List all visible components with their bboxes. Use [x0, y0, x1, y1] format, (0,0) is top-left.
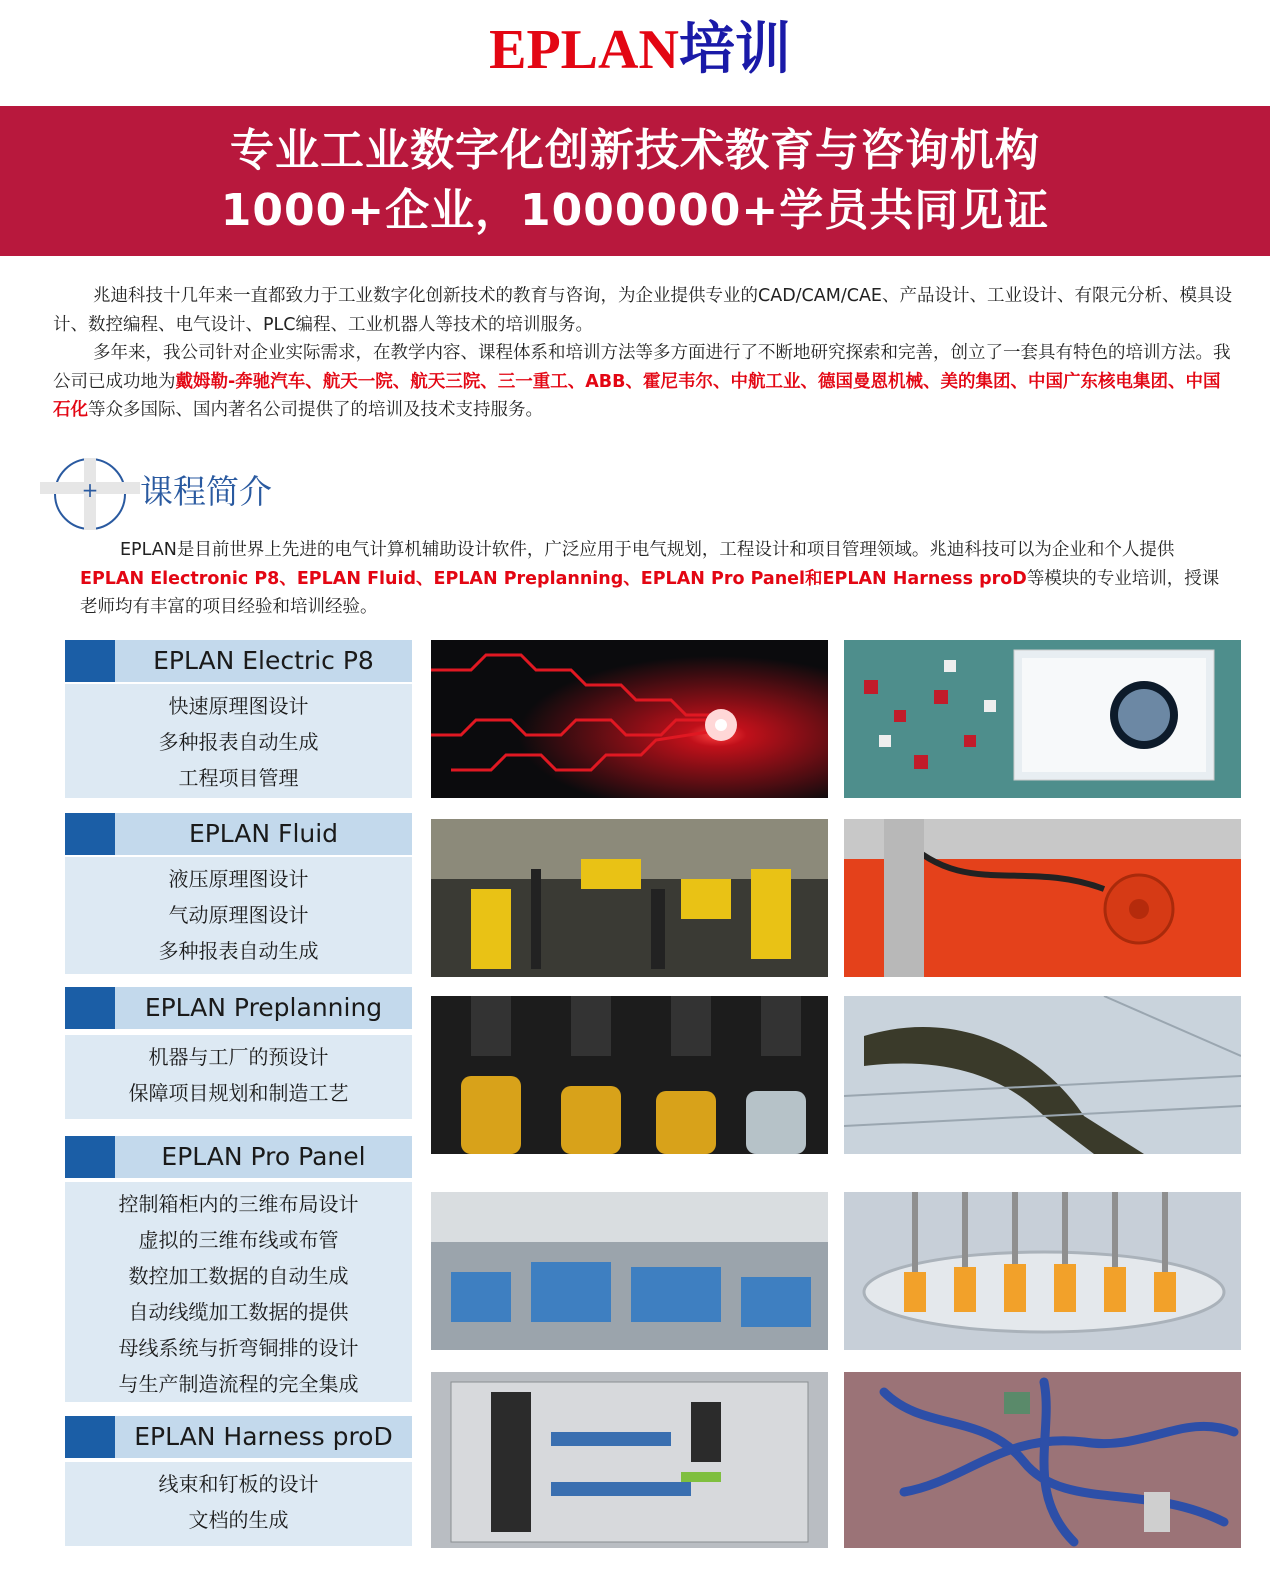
module-body-pro-panel	[65, 1182, 412, 1402]
module-header-harness-prod	[65, 1416, 412, 1458]
module-body-preplanning	[65, 1035, 412, 1119]
section-header	[38, 458, 338, 538]
module-feature: 母线系统与折弯铜排的设计	[118, 1336, 359, 1360]
module-feature: 控制箱柜内的三维布局设计	[118, 1192, 359, 1216]
module-feature: 虚拟的三维布线或布管	[138, 1228, 339, 1252]
description-paragraph	[80, 536, 1230, 622]
banner	[0, 106, 1270, 256]
module-name: EPLAN Pro Panel	[161, 1142, 366, 1171]
plus-icon: +	[81, 478, 99, 502]
industrial-robots-photo	[431, 819, 828, 977]
hydraulic-machine-photo	[844, 819, 1241, 977]
module-tab-marker	[65, 813, 115, 855]
intro-p2-before: 多年来，我公司针对企业实际需求，在教学内容、课程体系和培训方法等多方面进行了不断地研究探索和完善，创立了一套具有特色的培训方法。我公司已成功地为	[53, 343, 1231, 392]
module-header-preplanning	[65, 987, 412, 1029]
module-feature: 保障项目规划和制造工艺	[128, 1081, 349, 1105]
section-title: 课程简介	[140, 472, 272, 511]
module-tab-marker	[65, 987, 115, 1029]
module-feature: 快速原理图设计	[168, 694, 309, 718]
module-name: EPLAN Harness proD	[134, 1422, 393, 1451]
intro-p2-highlight: 戴姆勒-奔驰汽车、航天一院、航天三院、三一重工、ABB、霍尼韦尔、中航工业、德国曼恩机械、美的集团、中国广东核电集团、中国石化	[53, 371, 1221, 420]
module-body-electric-p8	[65, 684, 412, 798]
intro-text	[53, 282, 1233, 425]
description-after: 等模块的专业培训，授课老师均有丰富的项目经验和培训经验。	[80, 568, 1220, 617]
description-before: EPLAN是目前世界上先进的电气计算机辅助设计软件，广泛应用于电气规划，工程设计和项目管理领域。兆迪科技可以为企业和个人提供	[120, 540, 1175, 560]
module-header-fluid	[65, 813, 412, 855]
module-feature: 线束和钉板的设计	[158, 1472, 319, 1496]
module-name: EPLAN Fluid	[188, 819, 339, 848]
module-tab-marker	[65, 640, 115, 682]
intro-p2-after: 等众多国际、国内著名公司提供了的培训及技术支持服务。	[88, 400, 543, 420]
module-header-electric-p8	[65, 640, 412, 682]
module-body-harness-prod	[65, 1462, 412, 1546]
module-feature: 工程项目管理	[178, 766, 299, 790]
course-description	[80, 536, 1230, 622]
intro-paragraph-1: 兆迪科技十几年来一直都致力于工业数字化创新技术的教育与咨询，为企业提供专业的CAD/CAM/CAE、产品设计、工业设计、有限元分析、模具设计、数控编程、电气设计、PLC编程、工业机器人等技术的培训服务。	[53, 286, 1232, 335]
circuit-network-photo	[431, 640, 828, 798]
module-feature: 多种报表自动生成	[158, 730, 319, 754]
module-feature: 与生产制造流程的完全集成	[118, 1372, 359, 1396]
title-latin: EPLAN	[489, 19, 679, 81]
rotary-filler-photo	[844, 1192, 1241, 1350]
module-feature: 气动原理图设计	[168, 903, 309, 927]
intro-paragraph-2	[53, 339, 1233, 425]
module-tab-marker	[65, 1416, 115, 1458]
module-tab-marker	[65, 1136, 115, 1178]
bottle-filling-photo	[431, 996, 828, 1154]
module-feature: 机器与工厂的预设计	[148, 1045, 329, 1069]
wire-harness-photo	[844, 1372, 1241, 1548]
title-cjk: 培训	[678, 19, 791, 81]
banner-line-2: 1000+企业，1000000+学员共同见证	[220, 185, 1050, 236]
module-feature: 液压原理图设计	[168, 867, 309, 891]
module-name: EPLAN Preplanning	[144, 993, 383, 1022]
module-name: EPLAN Electric P8	[153, 646, 374, 675]
bottling-line-photo	[431, 1192, 828, 1350]
description-highlight: EPLAN Electronic P8、EPLAN Fluid、EPLAN Preplanning、EPLAN Pro Panel和EPLAN Harness proD	[80, 568, 1027, 589]
page-title	[0, 18, 1280, 82]
module-feature: 文档的生成	[188, 1508, 289, 1532]
module-feature: 多种报表自动生成	[158, 939, 319, 963]
banner-line-1: 专业工业数字化创新技术教育与咨询机构	[230, 125, 1040, 176]
module-feature: 数控加工数据的自动生成	[128, 1264, 349, 1288]
control-cabinet-photo	[431, 1372, 828, 1548]
module-header-pro-panel	[65, 1136, 412, 1178]
bottle-conveyor-photo	[844, 996, 1241, 1154]
module-feature: 自动线缆加工数据的提供	[128, 1300, 349, 1324]
module-body-fluid	[65, 857, 412, 974]
laptop-software-photo	[844, 640, 1241, 798]
